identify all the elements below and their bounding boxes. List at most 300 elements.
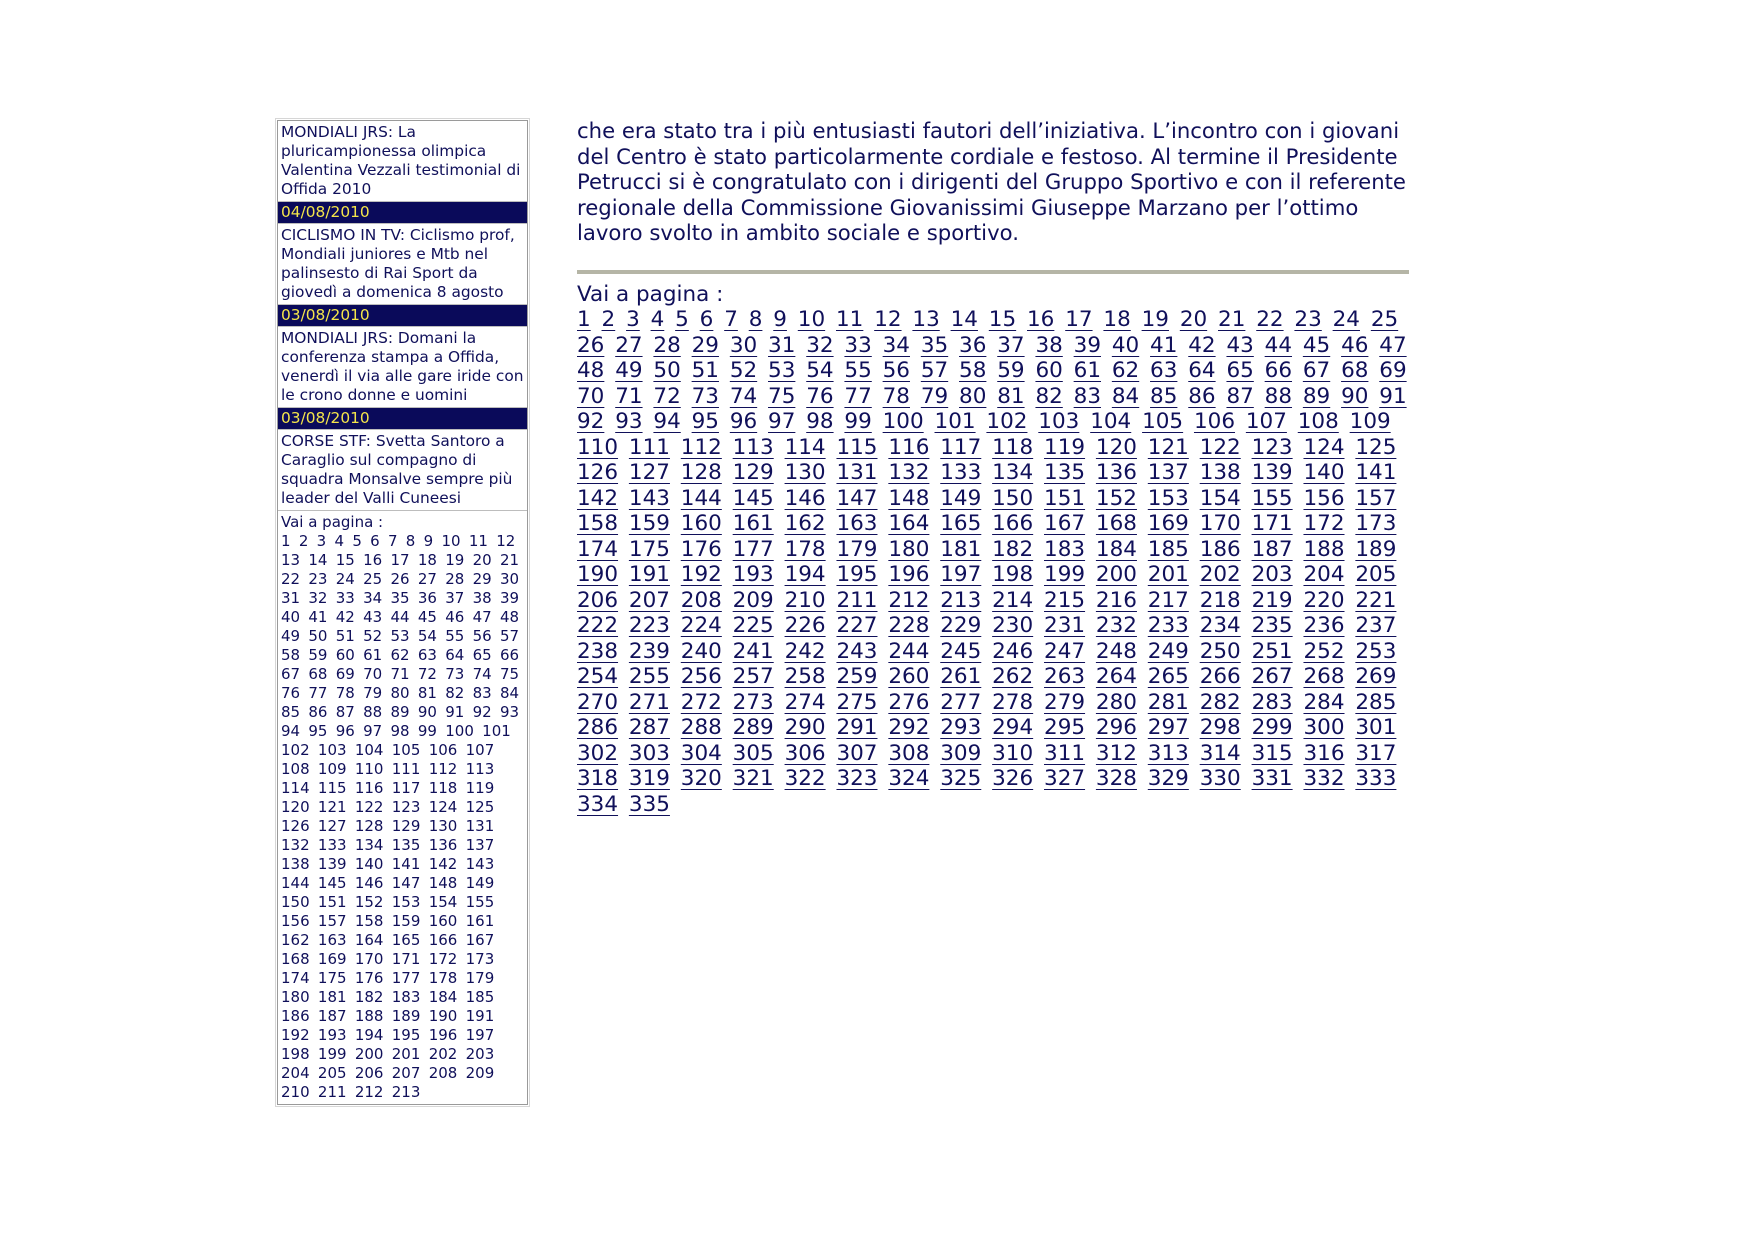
page-link[interactable]: 86 xyxy=(308,703,328,721)
news-title[interactable]: MONDIALI JRS: Domani la conferenza stampa a Offida, venerdì il via alle gare iride con le crono donne e uomini xyxy=(281,329,524,404)
page-link[interactable]: 199 xyxy=(317,1045,347,1063)
page-link[interactable]: 206 xyxy=(577,587,619,613)
page-link[interactable]: 188 xyxy=(354,1007,384,1025)
page-link[interactable]: 255 xyxy=(628,664,670,690)
page-link[interactable]: 1 xyxy=(577,307,591,333)
page-link[interactable]: 19 xyxy=(445,551,465,569)
page-link[interactable]: 195 xyxy=(836,562,878,588)
page-link[interactable]: 185 xyxy=(1147,536,1189,562)
page-link[interactable]: 8 xyxy=(748,307,763,333)
page-link[interactable]: 133 xyxy=(940,460,982,486)
page-link[interactable]: 66 xyxy=(1264,358,1293,384)
page-link[interactable]: 252 xyxy=(1303,638,1345,664)
page-link[interactable]: 215 xyxy=(1044,587,1086,613)
page-link[interactable]: 84 xyxy=(1111,383,1140,409)
page-link[interactable]: 57 xyxy=(500,627,520,645)
page-link[interactable]: 21 xyxy=(500,551,520,569)
page-link[interactable]: 134 xyxy=(354,836,384,854)
page-link[interactable]: 167 xyxy=(465,931,495,949)
page-link[interactable]: 250 xyxy=(1199,638,1241,664)
page-link[interactable]: 235 xyxy=(1251,613,1293,639)
page-link[interactable]: 69 xyxy=(335,665,355,683)
page-link[interactable]: 6 xyxy=(699,307,714,333)
page-link[interactable]: 274 xyxy=(784,689,826,715)
page-link[interactable]: 76 xyxy=(806,383,834,409)
page-link[interactable]: 94 xyxy=(653,409,681,435)
page-link[interactable]: 72 xyxy=(417,665,437,683)
page-link[interactable]: 201 xyxy=(391,1045,421,1063)
page-link[interactable]: 141 xyxy=(391,855,421,873)
page-link[interactable]: 177 xyxy=(732,536,774,562)
page-link[interactable]: 308 xyxy=(888,740,930,766)
page-link[interactable]: 2 xyxy=(298,532,309,550)
page-link[interactable]: 89 xyxy=(1302,383,1331,409)
page-link[interactable]: 13 xyxy=(281,551,301,569)
page-link[interactable]: 278 xyxy=(992,689,1034,715)
page-link[interactable]: 144 xyxy=(281,874,310,892)
page-link[interactable]: 58 xyxy=(281,646,301,664)
page-link[interactable]: 46 xyxy=(1341,332,1369,358)
page-link[interactable]: 55 xyxy=(445,627,465,645)
page-link[interactable]: 20 xyxy=(472,551,492,569)
page-link[interactable]: 87 xyxy=(335,703,355,721)
page-link[interactable]: 184 xyxy=(1095,536,1137,562)
page-link[interactable]: 291 xyxy=(836,715,878,741)
page-link[interactable]: 38 xyxy=(472,589,492,607)
page-link[interactable]: 222 xyxy=(577,613,619,639)
page-link[interactable]: 173 xyxy=(1355,511,1397,537)
page-link[interactable]: 76 xyxy=(281,684,301,702)
page-link[interactable]: 96 xyxy=(335,722,355,740)
page-link[interactable]: 182 xyxy=(992,536,1034,562)
page-link[interactable]: 186 xyxy=(1199,536,1241,562)
page-link[interactable]: 257 xyxy=(732,664,774,690)
page-link[interactable]: 103 xyxy=(317,741,347,759)
page-link[interactable]: 21 xyxy=(1218,307,1246,333)
page-link[interactable]: 157 xyxy=(317,912,347,930)
page-link[interactable]: 16 xyxy=(363,551,383,569)
page-link[interactable]: 144 xyxy=(680,485,722,511)
page-link[interactable]: 56 xyxy=(472,627,492,645)
page-link[interactable]: 190 xyxy=(577,562,619,588)
page-link[interactable]: 136 xyxy=(428,836,458,854)
page-link[interactable]: 90 xyxy=(417,703,437,721)
page-link[interactable]: 15 xyxy=(988,307,1017,333)
page-link[interactable]: 160 xyxy=(428,912,458,930)
page-link[interactable]: 335 xyxy=(628,791,670,817)
page-link[interactable]: 311 xyxy=(1044,740,1086,766)
page-link[interactable]: 271 xyxy=(628,689,670,715)
page-link[interactable]: 63 xyxy=(417,646,437,664)
page-link[interactable]: 145 xyxy=(732,485,774,511)
page-link[interactable]: 152 xyxy=(354,893,384,911)
page-link[interactable]: 212 xyxy=(354,1083,384,1101)
page-link[interactable]: 102 xyxy=(986,409,1028,435)
page-link[interactable]: 14 xyxy=(950,307,978,333)
page-link[interactable]: 31 xyxy=(281,589,301,607)
page-link[interactable]: 69 xyxy=(1379,358,1407,384)
page-link[interactable]: 275 xyxy=(836,689,878,715)
page-link[interactable]: 183 xyxy=(1044,536,1086,562)
page-link[interactable]: 49 xyxy=(281,627,301,645)
page-link[interactable]: 67 xyxy=(1302,358,1331,384)
page-link[interactable]: 237 xyxy=(1355,613,1397,639)
page-link[interactable]: 141 xyxy=(1355,460,1397,486)
page-link[interactable]: 288 xyxy=(680,715,722,741)
page-link[interactable]: 227 xyxy=(836,613,878,639)
page-link[interactable]: 114 xyxy=(784,434,826,460)
page-link[interactable]: 198 xyxy=(281,1045,310,1063)
page-link[interactable]: 129 xyxy=(732,460,774,486)
page-link[interactable]: 187 xyxy=(317,1007,347,1025)
page-link[interactable]: 276 xyxy=(888,689,930,715)
page-link[interactable]: 136 xyxy=(1095,460,1137,486)
page-link[interactable]: 33 xyxy=(335,589,355,607)
page-link[interactable]: 75 xyxy=(768,383,796,409)
page-link[interactable]: 211 xyxy=(317,1083,347,1101)
page-link[interactable]: 192 xyxy=(281,1026,310,1044)
page-link[interactable]: 204 xyxy=(281,1064,310,1082)
page-link[interactable]: 60 xyxy=(1035,358,1063,384)
page-link[interactable]: 188 xyxy=(1303,536,1345,562)
news-title[interactable]: MONDIALI JRS: La pluricampionessa olimpica Valentina Vezzali testimonial di Offida 2010 xyxy=(281,123,521,198)
page-link[interactable]: 209 xyxy=(465,1064,495,1082)
page-link[interactable]: 132 xyxy=(888,460,930,486)
page-link[interactable]: 47 xyxy=(472,608,492,626)
page-link[interactable]: 162 xyxy=(784,511,826,537)
page-link[interactable]: 150 xyxy=(992,485,1034,511)
page-link[interactable]: 169 xyxy=(317,950,347,968)
page-link[interactable]: 178 xyxy=(784,536,826,562)
page-link[interactable]: 83 xyxy=(1073,383,1101,409)
page-link[interactable]: 199 xyxy=(1044,562,1086,588)
page-link[interactable]: 62 xyxy=(390,646,410,664)
page-link[interactable]: 149 xyxy=(940,485,982,511)
page-link[interactable]: 212 xyxy=(888,587,930,613)
page-link[interactable]: 124 xyxy=(1303,434,1345,460)
page-link[interactable]: 115 xyxy=(317,779,347,797)
page-link[interactable]: 75 xyxy=(500,665,520,683)
page-link[interactable]: 57 xyxy=(920,358,949,384)
page-link[interactable]: 207 xyxy=(628,587,670,613)
page-link[interactable]: 102 xyxy=(281,741,310,759)
page-link[interactable]: 127 xyxy=(317,817,347,835)
page-link[interactable]: 317 xyxy=(1355,740,1397,766)
page-link[interactable]: 33 xyxy=(844,332,872,358)
page-link[interactable]: 168 xyxy=(1095,511,1137,537)
page-link[interactable]: 105 xyxy=(391,741,421,759)
page-link[interactable]: 202 xyxy=(428,1045,458,1063)
page-link[interactable]: 19 xyxy=(1141,307,1169,333)
page-link[interactable]: 30 xyxy=(729,332,758,358)
page-link[interactable]: 29 xyxy=(691,332,719,358)
page-link[interactable]: 40 xyxy=(281,608,301,626)
page-link[interactable]: 229 xyxy=(940,613,982,639)
page-link[interactable]: 85 xyxy=(1150,383,1178,409)
page-link[interactable]: 42 xyxy=(1188,332,1216,358)
page-link[interactable]: 71 xyxy=(615,383,643,409)
page-link[interactable]: 103 xyxy=(1038,409,1080,435)
page-link[interactable]: 265 xyxy=(1147,664,1189,690)
page-link[interactable]: 282 xyxy=(1199,689,1241,715)
page-link[interactable]: 32 xyxy=(308,589,328,607)
page-link[interactable]: 25 xyxy=(1370,307,1399,333)
page-link[interactable]: 296 xyxy=(1095,715,1137,741)
page-link[interactable]: 208 xyxy=(680,587,722,613)
page-link[interactable]: 123 xyxy=(391,798,421,816)
page-link[interactable]: 39 xyxy=(1073,332,1101,358)
page-link[interactable]: 226 xyxy=(784,613,826,639)
page-link[interactable]: 232 xyxy=(1095,613,1137,639)
news-title[interactable]: CICLISMO IN TV: Ciclismo prof, Mondiali juniores e Mtb nel palinsesto di Rai Sport da giovedì a domenica 8 agosto xyxy=(281,226,515,301)
page-link[interactable]: 3 xyxy=(316,532,327,550)
page-link[interactable]: 95 xyxy=(308,722,328,740)
page-link[interactable]: 44 xyxy=(390,608,410,626)
page-link[interactable]: 244 xyxy=(888,638,930,664)
page-link[interactable]: 217 xyxy=(1147,587,1189,613)
page-link[interactable]: 15 xyxy=(335,551,355,569)
page-link[interactable]: 185 xyxy=(465,988,495,1006)
page-link[interactable]: 108 xyxy=(1297,409,1339,435)
page-link[interactable]: 219 xyxy=(1251,587,1293,613)
page-link[interactable]: 283 xyxy=(1251,689,1293,715)
page-link[interactable]: 209 xyxy=(732,587,774,613)
page-link[interactable]: 225 xyxy=(732,613,774,639)
page-link[interactable]: 200 xyxy=(354,1045,384,1063)
page-link[interactable]: 297 xyxy=(1147,715,1189,741)
page-link[interactable]: 326 xyxy=(992,766,1034,792)
page-link[interactable]: 10 xyxy=(441,532,461,550)
page-link[interactable]: 307 xyxy=(836,740,878,766)
page-link[interactable]: 200 xyxy=(1095,562,1137,588)
page-link[interactable]: 152 xyxy=(1095,485,1137,511)
page-link[interactable]: 304 xyxy=(680,740,722,766)
page-link[interactable]: 128 xyxy=(354,817,384,835)
page-link[interactable]: 191 xyxy=(465,1007,495,1025)
page-link[interactable]: 292 xyxy=(888,715,930,741)
page-link[interactable]: 39 xyxy=(500,589,520,607)
page-link[interactable]: 23 xyxy=(1294,307,1322,333)
page-link[interactable]: 243 xyxy=(836,638,878,664)
page-link[interactable]: 124 xyxy=(428,798,458,816)
news-item[interactable] xyxy=(278,121,527,202)
page-link[interactable]: 72 xyxy=(653,383,681,409)
page-link[interactable]: 96 xyxy=(729,409,758,435)
page-link[interactable]: 194 xyxy=(784,562,826,588)
page-link[interactable]: 135 xyxy=(391,836,421,854)
page-link[interactable]: 106 xyxy=(1193,409,1236,435)
page-link[interactable]: 167 xyxy=(1044,511,1086,537)
page-link[interactable]: 280 xyxy=(1095,689,1137,715)
page-link[interactable]: 123 xyxy=(1251,434,1293,460)
page-link[interactable]: 61 xyxy=(1073,358,1101,384)
page-link[interactable]: 189 xyxy=(1355,536,1397,562)
page-link[interactable]: 18 xyxy=(1103,307,1131,333)
page-link[interactable]: 163 xyxy=(836,511,878,537)
page-link[interactable]: 139 xyxy=(1251,460,1293,486)
page-link[interactable]: 78 xyxy=(882,383,910,409)
page-link[interactable]: 70 xyxy=(363,665,383,683)
page-link[interactable]: 91 xyxy=(445,703,465,721)
page-link[interactable]: 302 xyxy=(577,740,619,766)
page-link[interactable]: 28 xyxy=(653,332,681,358)
page-link[interactable]: 116 xyxy=(354,779,384,797)
page-link[interactable]: 305 xyxy=(732,740,774,766)
page-link[interactable]: 25 xyxy=(363,570,383,588)
page-link[interactable]: 11 xyxy=(835,307,864,333)
page-link[interactable]: 157 xyxy=(1355,485,1397,511)
page-link[interactable]: 91 xyxy=(1379,383,1407,409)
page-link[interactable]: 193 xyxy=(317,1026,347,1044)
page-link[interactable]: 241 xyxy=(732,638,774,664)
page-link[interactable]: 80 xyxy=(390,684,410,702)
page-link[interactable]: 260 xyxy=(888,664,930,690)
page-link[interactable]: 67 xyxy=(281,665,301,683)
page-link[interactable]: 28 xyxy=(445,570,465,588)
page-link[interactable]: 285 xyxy=(1355,689,1397,715)
page-link[interactable]: 104 xyxy=(354,741,384,759)
page-link[interactable]: 320 xyxy=(680,766,722,792)
page-link[interactable]: 106 xyxy=(428,741,458,759)
page-link[interactable]: 273 xyxy=(732,689,774,715)
page-link[interactable]: 313 xyxy=(1147,740,1189,766)
page-link[interactable]: 249 xyxy=(1147,638,1189,664)
page-link[interactable]: 14 xyxy=(308,551,328,569)
page-link[interactable]: 172 xyxy=(1303,511,1345,537)
page-link[interactable]: 178 xyxy=(428,969,458,987)
page-link[interactable]: 109 xyxy=(1349,409,1391,435)
page-link[interactable]: 5 xyxy=(675,307,689,333)
page-link[interactable]: 89 xyxy=(390,703,410,721)
page-link[interactable]: 286 xyxy=(577,715,619,741)
page-link[interactable]: 23 xyxy=(308,570,328,588)
page-link[interactable]: 12 xyxy=(874,307,902,333)
page-link[interactable]: 166 xyxy=(428,931,458,949)
page-link[interactable]: 65 xyxy=(472,646,492,664)
page-link[interactable]: 2 xyxy=(601,307,616,333)
page-link[interactable]: 125 xyxy=(465,798,495,816)
page-link[interactable]: 126 xyxy=(577,460,619,486)
page-link[interactable]: 207 xyxy=(391,1064,421,1082)
page-link[interactable]: 245 xyxy=(940,638,982,664)
page-link[interactable]: 164 xyxy=(354,931,384,949)
news-item[interactable] xyxy=(278,327,527,408)
page-link[interactable]: 41 xyxy=(1150,332,1178,358)
page-link[interactable]: 134 xyxy=(992,460,1034,486)
news-item[interactable] xyxy=(278,224,527,305)
page-link[interactable]: 154 xyxy=(428,893,458,911)
page-link[interactable]: 137 xyxy=(1147,460,1189,486)
page-link[interactable]: 43 xyxy=(363,608,383,626)
page-link[interactable]: 120 xyxy=(1095,434,1137,460)
page-link[interactable]: 51 xyxy=(691,358,719,384)
page-link[interactable]: 87 xyxy=(1226,383,1254,409)
page-link[interactable]: 45 xyxy=(417,608,437,626)
page-link[interactable]: 16 xyxy=(1027,307,1055,333)
page-link[interactable]: 192 xyxy=(680,562,722,588)
page-link[interactable]: 5 xyxy=(352,532,362,550)
page-link[interactable]: 110 xyxy=(354,760,384,778)
page-link[interactable]: 77 xyxy=(844,383,872,409)
page-link[interactable]: 154 xyxy=(1199,485,1241,511)
page-link[interactable]: 218 xyxy=(1199,587,1241,613)
page-link[interactable]: 293 xyxy=(940,715,982,741)
page-link[interactable]: 7 xyxy=(387,532,398,550)
page-link[interactable]: 29 xyxy=(472,570,492,588)
page-link[interactable]: 186 xyxy=(281,1007,310,1025)
page-link[interactable]: 27 xyxy=(615,332,643,358)
page-link[interactable]: 221 xyxy=(1355,587,1397,613)
page-link[interactable]: 107 xyxy=(1245,409,1287,435)
page-link[interactable]: 331 xyxy=(1251,766,1293,792)
page-link[interactable]: 26 xyxy=(390,570,410,588)
page-link[interactable]: 216 xyxy=(1095,587,1137,613)
page-link[interactable]: 41 xyxy=(308,608,328,626)
page-link[interactable]: 59 xyxy=(997,358,1025,384)
page-link[interactable]: 204 xyxy=(1303,562,1345,588)
page-link[interactable]: 51 xyxy=(335,627,355,645)
page-link[interactable]: 92 xyxy=(577,409,605,435)
page-link[interactable]: 325 xyxy=(940,766,982,792)
page-link[interactable]: 42 xyxy=(335,608,355,626)
page-link[interactable]: 82 xyxy=(445,684,465,702)
page-link[interactable]: 50 xyxy=(308,627,328,645)
page-link[interactable]: 61 xyxy=(363,646,383,664)
page-link[interactable]: 220 xyxy=(1303,587,1345,613)
page-link[interactable]: 301 xyxy=(1355,715,1397,741)
page-link[interactable]: 146 xyxy=(784,485,826,511)
page-link[interactable]: 44 xyxy=(1264,332,1293,358)
page-link[interactable]: 179 xyxy=(836,536,878,562)
page-link[interactable]: 263 xyxy=(1044,664,1086,690)
page-link[interactable]: 205 xyxy=(1355,562,1397,588)
page-link[interactable]: 294 xyxy=(992,715,1034,741)
page-link[interactable]: 155 xyxy=(465,893,495,911)
page-link[interactable]: 253 xyxy=(1355,638,1397,664)
page-link[interactable]: 314 xyxy=(1199,740,1241,766)
page-link[interactable]: 306 xyxy=(784,740,826,766)
page-link[interactable]: 165 xyxy=(391,931,421,949)
page-link[interactable]: 254 xyxy=(577,664,619,690)
page-link[interactable]: 9 xyxy=(423,532,434,550)
page-link[interactable]: 22 xyxy=(281,570,301,588)
page-link[interactable]: 63 xyxy=(1150,358,1178,384)
page-link[interactable]: 268 xyxy=(1303,664,1345,690)
page-link[interactable]: 309 xyxy=(940,740,982,766)
page-link[interactable]: 139 xyxy=(317,855,347,873)
page-link[interactable]: 156 xyxy=(1303,485,1345,511)
page-link[interactable]: 34 xyxy=(882,332,910,358)
page-link[interactable]: 111 xyxy=(391,760,421,778)
page-link[interactable]: 147 xyxy=(391,874,421,892)
page-link[interactable]: 197 xyxy=(465,1026,495,1044)
page-link[interactable]: 150 xyxy=(281,893,310,911)
page-link[interactable]: 224 xyxy=(680,613,722,639)
page-link[interactable]: 80 xyxy=(959,383,987,409)
page-link[interactable]: 81 xyxy=(997,383,1025,409)
page-link[interactable]: 284 xyxy=(1303,689,1345,715)
page-link[interactable]: 100 xyxy=(445,722,474,740)
page-link[interactable]: 264 xyxy=(1095,664,1137,690)
page-link[interactable]: 115 xyxy=(836,434,878,460)
page-link[interactable]: 153 xyxy=(1147,485,1189,511)
page-link[interactable]: 267 xyxy=(1251,664,1293,690)
page-link[interactable]: 169 xyxy=(1147,511,1189,537)
page-link[interactable]: 266 xyxy=(1199,664,1241,690)
page-link[interactable]: 171 xyxy=(391,950,421,968)
page-link[interactable]: 94 xyxy=(281,722,301,740)
page-link[interactable]: 4 xyxy=(650,307,665,333)
